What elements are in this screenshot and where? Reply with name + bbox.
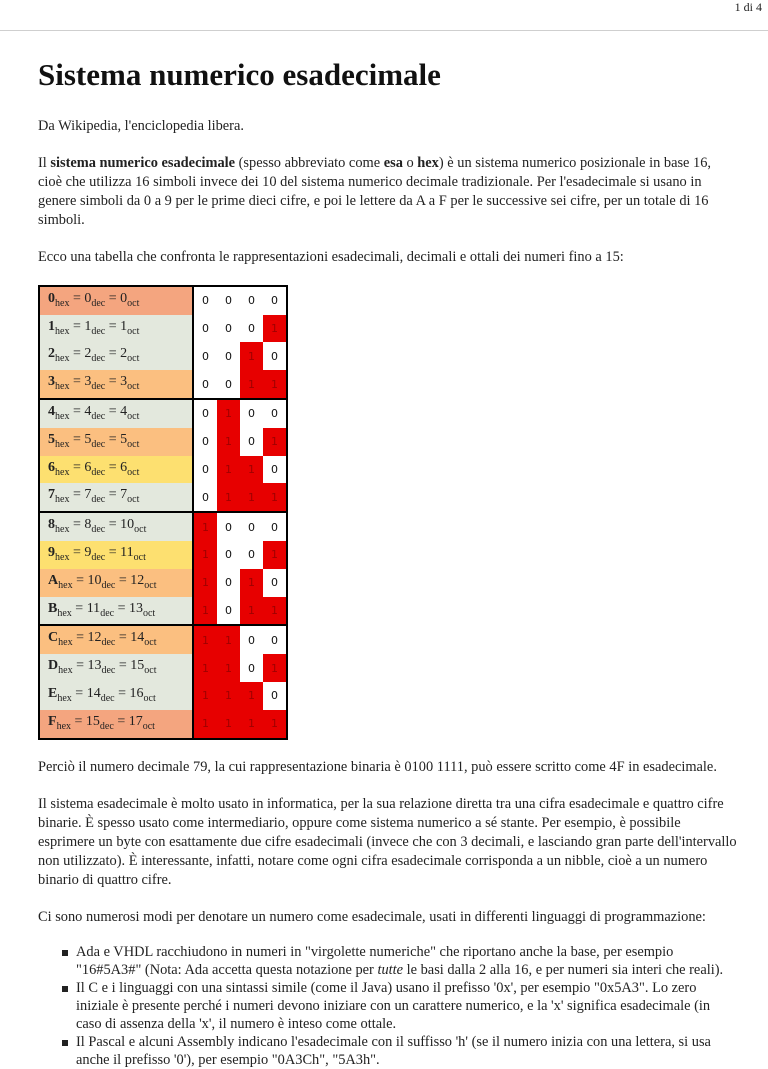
bit-cell: 1 (217, 399, 240, 428)
article-content (38, 56, 738, 1069)
bit-cell: 0 (193, 456, 217, 484)
hex-value: A (48, 572, 59, 588)
bit-cell: 0 (217, 286, 240, 315)
table-row (39, 315, 287, 343)
article-subtitle: Da Wikipedia, l'enciclopedia libera. (38, 117, 244, 134)
equals-sign: = (72, 318, 81, 334)
oct-subscript: oct (127, 297, 140, 309)
hex-value: 5 (48, 431, 55, 447)
equals-sign: = (108, 517, 117, 533)
equals-sign: = (72, 290, 81, 306)
bit-cell: 1 (217, 625, 240, 654)
oct-value: 0 (120, 290, 128, 306)
equals-sign: = (74, 713, 83, 729)
oct-subscript: oct (127, 494, 140, 506)
row-label (39, 428, 193, 456)
table-intro-paragraph: Ecco una tabella che confronta le rappresentazioni esadecimali, decimali e ottali dei numeri fino a 15: (38, 248, 624, 265)
oct-subscript: oct (127, 380, 140, 392)
intro-text-2: (spesso abbreviato come (235, 154, 384, 171)
oct-subscript: oct (134, 523, 147, 535)
bit-cell: 0 (193, 370, 217, 399)
bit-cell: 1 (240, 682, 263, 710)
table-row (39, 456, 287, 484)
oct-subscript: oct (144, 664, 157, 676)
bit-cell: 0 (217, 569, 240, 597)
bit-cell: 0 (240, 541, 263, 569)
oct-value: 12 (130, 572, 145, 588)
bit-cell: 0 (217, 315, 240, 343)
equals-sign: = (108, 346, 117, 362)
oct-subscript: oct (127, 438, 140, 450)
equals-sign: = (108, 431, 117, 447)
oct-subscript: oct (143, 692, 156, 704)
row-label (39, 370, 193, 399)
hex-subscript: hex (55, 325, 70, 337)
bit-cell: 0 (217, 597, 240, 626)
row-label (39, 483, 193, 512)
table-row (39, 654, 287, 682)
row-label (39, 569, 193, 597)
equals-sign: = (75, 600, 84, 616)
oct-subscript: oct (127, 466, 140, 478)
equals-sign: = (75, 685, 84, 701)
oct-value: 4 (120, 403, 128, 419)
oct-value: 3 (120, 374, 128, 390)
bit-cell: 1 (263, 597, 287, 626)
oct-value: 14 (130, 630, 145, 646)
list-item-ada (76, 943, 738, 979)
bit-cell: 1 (240, 370, 263, 399)
table-row (39, 569, 287, 597)
bit-cell: 0 (263, 682, 287, 710)
equals-sign: = (118, 685, 126, 701)
bit-cell: 0 (193, 399, 217, 428)
table-row (39, 428, 287, 456)
hex-subscript: hex (55, 551, 70, 563)
equals-sign: = (108, 290, 117, 306)
table-row (39, 625, 287, 654)
bit-cell: 0 (263, 286, 287, 315)
hex-value: E (48, 685, 58, 701)
table-row (39, 682, 287, 710)
equals-sign: = (117, 713, 126, 729)
equals-sign: = (118, 658, 127, 674)
hex-value: D (48, 658, 59, 674)
intro-bold-esa: esa (383, 154, 403, 171)
bit-cell: 0 (193, 428, 217, 456)
hex-subscript: hex (57, 607, 72, 619)
bit-cell: 1 (193, 597, 217, 626)
list-item-ada-text-2: le basi dalla 2 alla 16, e per numeri sia interi che reali). (403, 961, 724, 978)
row-label (39, 625, 193, 654)
bit-cell: 1 (240, 569, 263, 597)
equals-sign: = (72, 374, 81, 390)
hex-value: B (48, 600, 58, 616)
list-item-pascal: Il Pascal e alcuni Assembly indicano l'esadecimale con il suffisso 'h' (se il numero inizia con una lettera, si usa anche il prefisso '0'), per esempio "0A3Ch", "5A3h". (76, 1033, 738, 1069)
dec-subscript: dec (91, 523, 106, 535)
bit-cell: 0 (193, 342, 217, 370)
bit-cell: 0 (263, 342, 287, 370)
table-row (39, 541, 287, 569)
page-title: Sistema numerico esadecimale (38, 57, 441, 92)
bit-cell: 1 (240, 342, 263, 370)
dec-value: 8 (84, 517, 92, 533)
bit-cell: 1 (263, 541, 287, 569)
dec-value: 14 (86, 685, 101, 701)
bit-cell: 0 (217, 370, 240, 399)
oct-subscript: oct (127, 325, 140, 337)
oct-subscript: oct (144, 579, 157, 591)
dec-value: 11 (86, 600, 101, 616)
hex-value: 2 (48, 346, 55, 362)
bit-cell: 1 (240, 710, 263, 739)
bit-cell: 0 (240, 428, 263, 456)
equals-sign: = (108, 459, 117, 475)
table-row (39, 483, 287, 512)
bit-cell: 0 (263, 512, 287, 541)
equals-sign: = (108, 374, 117, 390)
bit-cell: 1 (240, 456, 263, 484)
row-label (39, 682, 193, 710)
intro-text-3: o (402, 154, 418, 171)
dec-subscript: dec (91, 353, 106, 365)
table-row (39, 342, 287, 370)
hex-subscript: hex (58, 579, 73, 591)
oct-value: 16 (129, 685, 144, 701)
dec-value: 4 (84, 403, 92, 419)
oct-value: 15 (130, 658, 145, 674)
equals-sign: = (72, 544, 81, 560)
oct-value: 1 (120, 318, 128, 334)
dec-subscript: dec (91, 410, 106, 422)
bit-cell: 0 (263, 569, 287, 597)
dec-subscript: dec (101, 637, 116, 649)
bit-cell: 0 (193, 286, 217, 315)
intro-text-1: Il (38, 154, 51, 171)
dec-subscript: dec (91, 494, 106, 506)
dec-subscript: dec (91, 438, 106, 450)
bit-cell: 0 (240, 286, 263, 315)
equals-sign: = (76, 630, 84, 646)
hex-subscript: hex (58, 637, 73, 649)
oct-value: 11 (120, 544, 134, 560)
equals-sign: = (72, 346, 81, 362)
equals-sign: = (76, 658, 84, 674)
table-row (39, 286, 287, 315)
bit-cell: 1 (217, 654, 240, 682)
oct-value: 10 (120, 517, 135, 533)
equals-sign: = (108, 403, 117, 419)
dec-value: 15 (85, 713, 100, 729)
paragraph-notation-modes: Ci sono numerosi modi per denotare un numero come esadecimale, usati in differenti linguaggi di programmazione: (38, 908, 706, 925)
dec-value: 0 (84, 290, 92, 306)
oct-value: 5 (120, 431, 128, 447)
equals-sign: = (72, 403, 81, 419)
bit-cell: 0 (217, 342, 240, 370)
bit-cell: 0 (263, 625, 287, 654)
hex-value: 6 (48, 459, 55, 475)
dec-value: 12 (87, 630, 102, 646)
dec-value: 3 (84, 374, 92, 390)
bit-cell: 1 (240, 597, 263, 626)
equals-sign: = (76, 572, 84, 588)
intro-bold-term: sistema numerico esadecimale (50, 154, 236, 171)
dec-value: 2 (84, 346, 92, 362)
paragraph-79: Perciò il numero decimale 79, la cui rappresentazione binaria è 0100 1111, può essere scritto come 4F in esadecimale. (38, 758, 717, 775)
dec-subscript: dec (100, 607, 115, 619)
bit-cell: 1 (193, 512, 217, 541)
hex-subscript: hex (58, 664, 73, 676)
bit-cell: 1 (193, 569, 217, 597)
list-item-c: Il C e i linguaggi con una sintassi simile (come il Java) usano il prefisso '0x', per esempio "0x5A3". Lo zero iniziale è presente perché i numeri devono iniziare con un carattere numerico, e la 'x' significa esadecimale (in caso di assenza della 'x', il numero è inteso come ottale. (76, 979, 738, 1033)
row-label (39, 342, 193, 370)
equals-sign: = (72, 487, 81, 503)
hex-subscript: hex (55, 438, 70, 450)
bit-cell: 0 (240, 315, 263, 343)
bit-cell: 1 (217, 682, 240, 710)
hex-value: C (48, 630, 59, 646)
oct-value: 13 (128, 600, 143, 616)
hex-value: 8 (48, 517, 55, 533)
hex-value: 7 (48, 487, 55, 503)
bit-cell: 1 (240, 483, 263, 512)
table-row (39, 399, 287, 428)
bit-cell: 1 (193, 710, 217, 739)
oct-subscript: oct (142, 720, 155, 732)
oct-value: 17 (128, 713, 143, 729)
bit-cell: 1 (263, 483, 287, 512)
bit-cell: 1 (263, 315, 287, 343)
equals-sign: = (72, 431, 81, 447)
hex-value: 4 (48, 403, 55, 419)
bit-cell: 0 (240, 625, 263, 654)
dec-value: 9 (84, 544, 92, 560)
hex-subscript: hex (55, 523, 70, 535)
bit-cell: 0 (240, 654, 263, 682)
table-row (39, 710, 287, 739)
bit-cell: 1 (193, 682, 217, 710)
oct-value: 6 (120, 459, 128, 475)
hex-table-body (39, 286, 287, 739)
dec-subscript: dec (91, 325, 106, 337)
bit-cell: 1 (217, 428, 240, 456)
dec-subscript: dec (91, 380, 106, 392)
intro-bold-hex: hex (417, 154, 439, 171)
bit-cell: 0 (240, 399, 263, 428)
oct-subscript: oct (127, 410, 140, 422)
hex-value: F (48, 713, 57, 729)
bit-cell: 0 (263, 399, 287, 428)
hex-subscript: hex (56, 720, 72, 732)
oct-subscript: oct (144, 637, 157, 649)
table-row (39, 370, 287, 399)
row-label (39, 710, 193, 739)
equals-sign: = (72, 517, 81, 533)
hex-value: 0 (48, 290, 55, 306)
hex-subscript: hex (55, 410, 70, 422)
page-indicator: 1 di 4 (734, 0, 762, 14)
row-label (39, 315, 193, 343)
equals-sign: = (118, 630, 127, 646)
equals-sign: = (72, 459, 81, 475)
dec-value: 13 (87, 658, 102, 674)
hex-value: 3 (48, 374, 55, 390)
hex-subscript: hex (55, 297, 70, 309)
dec-value: 6 (84, 459, 92, 475)
bit-cell: 1 (263, 370, 287, 399)
oct-subscript: oct (142, 607, 156, 619)
hex-value: 9 (48, 544, 55, 560)
oct-value: 7 (120, 487, 128, 503)
bit-cell: 1 (263, 654, 287, 682)
dec-subscript: dec (101, 664, 116, 676)
dec-subscript: dec (99, 720, 114, 732)
equals-sign: = (117, 600, 126, 616)
hex-dec-oct-table (38, 285, 288, 740)
row-label (39, 597, 193, 626)
row-label (39, 286, 193, 315)
row-label (39, 456, 193, 484)
bit-cell: 1 (193, 625, 217, 654)
bit-cell: 0 (193, 483, 217, 512)
bit-cell: 0 (217, 541, 240, 569)
oct-subscript: oct (133, 551, 146, 563)
hex-subscript: hex (55, 494, 70, 506)
oct-value: 2 (120, 346, 128, 362)
hex-subscript: hex (55, 380, 70, 392)
bit-cell: 0 (193, 315, 217, 343)
dec-subscript: dec (91, 466, 106, 478)
hex-subscript: hex (57, 692, 72, 704)
equals-sign: = (108, 487, 117, 503)
intro-text-4: ) è un sistema numerico posizionale in base 16, cioè che utilizza 16 simboli invece dei 10 del sistema numerico decimale tradizionale. Per l'esadecimale si usano in genere simboli da 0 a 9 per le prime dieci cifre, e poi le lettere da A a F per le successive sei cifre, per un totale di 16 simboli. (38, 154, 712, 228)
bit-cell: 0 (217, 512, 240, 541)
row-label (39, 541, 193, 569)
oct-subscript: oct (127, 353, 140, 365)
equals-sign: = (118, 572, 127, 588)
bit-cell: 0 (263, 456, 287, 484)
bit-cell: 1 (217, 710, 240, 739)
bit-cell: 1 (263, 710, 287, 739)
hex-subscript: hex (55, 466, 70, 478)
bit-cell: 1 (193, 654, 217, 682)
list-item-ada-text-1: Ada e VHDL racchiudono in numeri in "virgolette numeriche" che riportano anche la base, per esempio "16#5A3#" (Nota: Ada accetta questa notazione per (76, 943, 674, 978)
hex-value: 1 (48, 318, 55, 334)
dec-subscript: dec (101, 579, 116, 591)
header-divider (0, 30, 768, 31)
bit-cell: 1 (217, 483, 240, 512)
row-label (39, 512, 193, 541)
bit-cell: 1 (193, 541, 217, 569)
dec-value: 1 (84, 318, 92, 334)
paragraph-usage: Il sistema esadecimale è molto usato in informatica, per la sua relazione diretta tra una cifra esadecimale e quattro cifre binarie. È spesso usato come intermediario, oppure come sistema numerico a sé stante. Per esempio, è possibile esprimere un byte con esattamente due cifre esadecimali (invece che con 3 decimali, e lasciando gran parte dell'intervallo non utilizzato). È interessante, infatti, notare come ogni cifra esadecimale corrisponda a un nibble, cioè a un numero binario di quattro cifre. (38, 795, 737, 888)
dec-subscript: dec (91, 297, 106, 309)
dec-value: 7 (84, 487, 92, 503)
row-label (39, 399, 193, 428)
dec-value: 10 (87, 572, 102, 588)
notation-list (38, 943, 738, 1069)
table-row (39, 512, 287, 541)
row-label (39, 654, 193, 682)
bit-cell: 1 (217, 456, 240, 484)
table-row (39, 597, 287, 626)
bit-cell: 1 (263, 428, 287, 456)
hex-subscript: hex (55, 353, 70, 365)
dec-subscript: dec (91, 551, 106, 563)
dec-subscript: dec (100, 692, 115, 704)
intro-paragraph (38, 154, 738, 230)
list-item-ada-italic: tutte (377, 961, 404, 978)
equals-sign: = (108, 318, 117, 334)
equals-sign: = (108, 544, 117, 560)
dec-value: 5 (84, 431, 92, 447)
bit-cell: 0 (240, 512, 263, 541)
